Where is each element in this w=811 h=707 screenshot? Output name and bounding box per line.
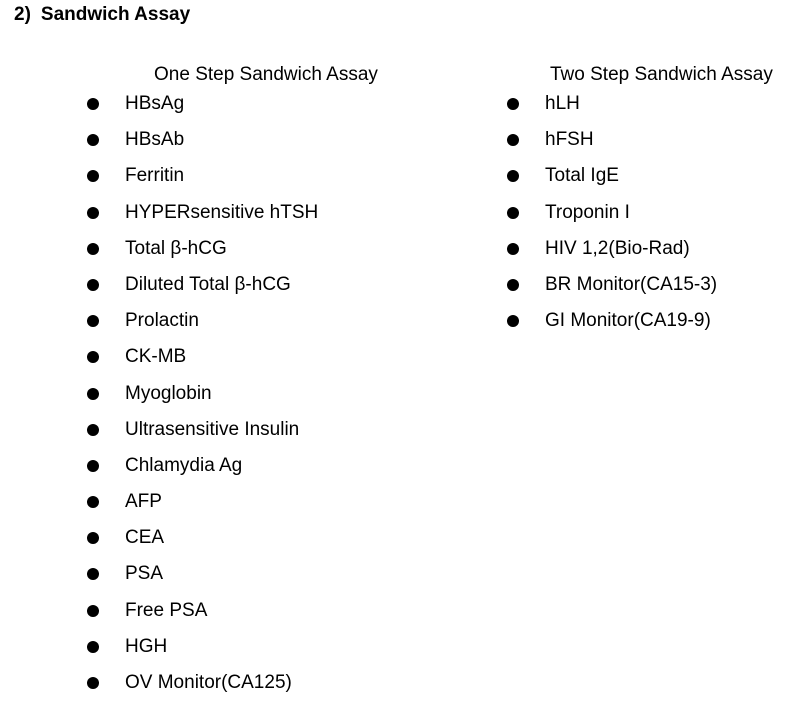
assay-name: Ultrasensitive Insulin xyxy=(125,418,300,440)
bullet-icon xyxy=(87,568,99,580)
assay-name: Ferritin xyxy=(125,165,185,187)
bullet-icon xyxy=(87,315,99,327)
assay-name: hLH xyxy=(545,93,580,114)
assay-name: Total β-hCG xyxy=(125,237,227,259)
bullet-icon xyxy=(507,134,519,146)
assay-name: HBsAg xyxy=(125,93,185,114)
bullet-icon xyxy=(87,641,99,653)
assay-name: Diluted Total β-hCG xyxy=(125,273,291,295)
bullet-icon xyxy=(87,170,99,182)
bullet-icon xyxy=(507,315,519,327)
assay-name: HYPERsensitive hTSH xyxy=(125,201,319,223)
assay-name: AFP xyxy=(125,491,162,513)
bullet-icon xyxy=(87,351,99,363)
bullet-icon xyxy=(87,532,99,544)
bullet-icon xyxy=(507,279,519,291)
one-step-title: One Step Sandwich Assay xyxy=(154,64,378,85)
bullet-icon xyxy=(87,460,99,472)
bullet-icon xyxy=(87,279,99,291)
assay-name: Myoglobin xyxy=(125,382,212,404)
bullet-icon xyxy=(507,98,519,110)
assay-name: Prolactin xyxy=(125,310,199,332)
assay-name: HGH xyxy=(125,635,168,657)
section-title: Sandwich Assay xyxy=(40,4,191,25)
assay-name: CEA xyxy=(125,527,165,549)
assay-name: BR Monitor(CA15-3) xyxy=(545,273,718,295)
bullet-icon xyxy=(87,207,99,219)
bullet-icon xyxy=(87,677,99,689)
bullet-icon xyxy=(87,496,99,508)
assay-name: Total IgE xyxy=(545,165,619,187)
bullet-icon xyxy=(87,605,99,617)
assay-name: HIV 1,2(Bio-Rad) xyxy=(545,237,690,259)
bullet-icon xyxy=(507,207,519,219)
section-number: 2) xyxy=(14,4,31,25)
two-step-title: Two Step Sandwich Assay xyxy=(550,64,773,85)
assay-name: PSA xyxy=(125,563,164,585)
section-heading xyxy=(14,3,190,27)
bullet-icon xyxy=(87,243,99,255)
bullet-icon xyxy=(87,134,99,146)
assay-name: CK-MB xyxy=(125,346,187,368)
assay-name: hFSH xyxy=(545,129,594,151)
bullet-icon xyxy=(87,388,99,400)
bullet-icon xyxy=(507,170,519,182)
assay-name: Troponin I xyxy=(545,201,630,223)
assay-name: OV Monitor(CA125) xyxy=(125,672,292,693)
bullet-icon xyxy=(87,98,99,110)
assay-name: GI Monitor(CA19-9) xyxy=(545,310,711,332)
assay-name: HBsAb xyxy=(125,129,185,151)
assay-name: Free PSA xyxy=(125,599,208,621)
bullet-icon xyxy=(507,243,519,255)
assay-name: Chlamydia Ag xyxy=(125,454,243,476)
bullet-icon xyxy=(87,424,99,436)
